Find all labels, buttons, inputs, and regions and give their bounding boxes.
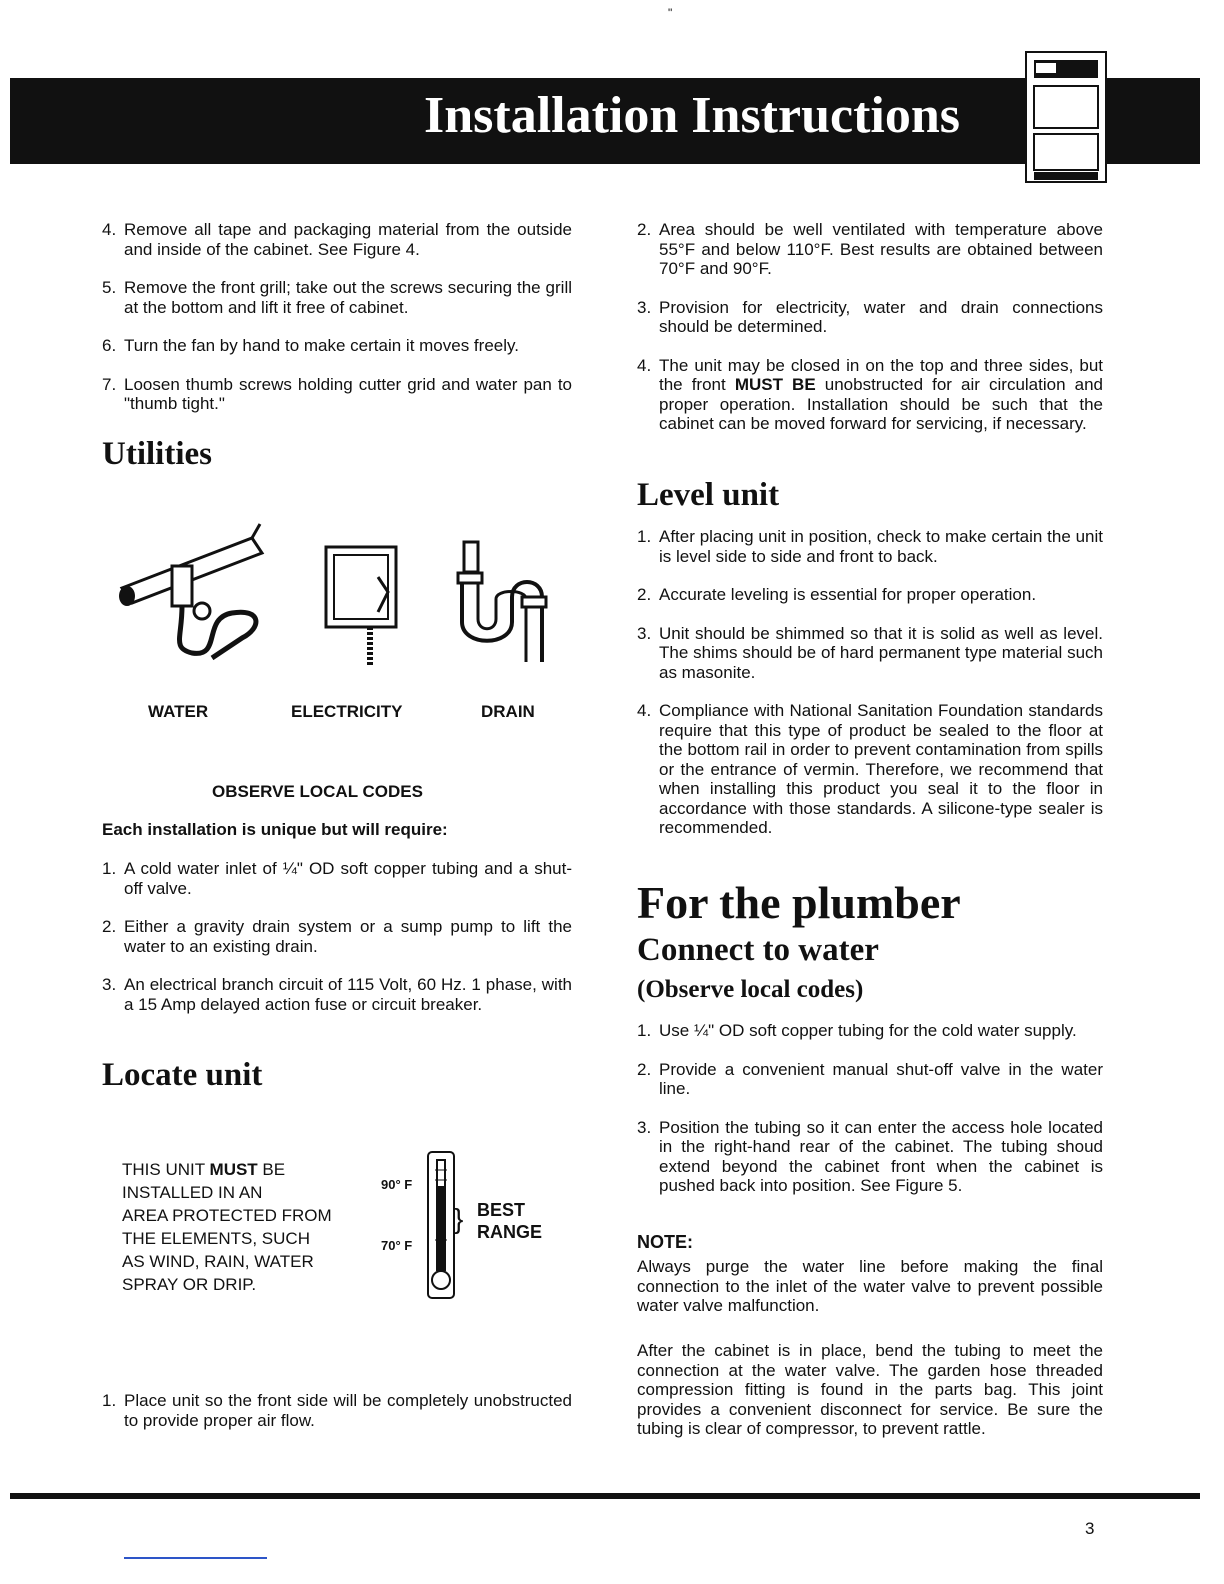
- range-brace: }: [454, 1203, 464, 1234]
- item-text: After placing unit in position, check to make certain the unit is level side to side and front to back.: [659, 527, 1103, 566]
- list-item: [637, 220, 1103, 279]
- item-number: 2.: [637, 220, 652, 239]
- item-number: 7.: [102, 374, 117, 394]
- list-item: [637, 356, 1103, 434]
- item-text: Compliance with National Sanitation Foundation standards require that this type of product be sealed to the floor at the bottom rail in order to prevent contamination from spills or the entrance of vermin. Therefore, we recommend that when installing this product you seal it to the floor in accordance with those standards. A silicone-type sealer is recommended.: [659, 701, 1103, 837]
- list-item: [102, 1391, 572, 1430]
- connect-water-heading: Connect to water: [637, 932, 879, 968]
- footer-rule: [10, 1493, 1200, 1499]
- item-text: Provide a convenient manual shut-off valve in the water line.: [659, 1059, 1103, 1098]
- item-number: 2.: [102, 917, 117, 936]
- item-text: Position the tubing so it can enter the access hole located in the right-hand rear of the cabinet. The tubing shoud extend beyond the cabinet front when the cabinet is pushed back into position. See Figure 5.: [659, 1117, 1103, 1195]
- item-number: 1.: [637, 1021, 652, 1040]
- item-number: 1.: [637, 527, 652, 546]
- item-number: 3.: [102, 975, 117, 994]
- best-range-label-2: RANGE: [477, 1222, 543, 1242]
- item-number: 1.: [102, 1391, 117, 1410]
- item-text: Either a gravity drain system or a sump pump to lift the water to an existing drain.: [124, 917, 572, 956]
- water-label: WATER: [148, 702, 209, 721]
- item-number: 4.: [637, 701, 652, 720]
- item-number: 4.: [102, 220, 117, 239]
- locate-list: [102, 1391, 572, 1430]
- weather-warning: [122, 1158, 332, 1296]
- plumber-heading: For the plumber: [637, 877, 961, 928]
- item-text: The unit may be closed in on the top and three sides, but the front: [659, 355, 1103, 394]
- level-unit-heading: Level unit: [637, 477, 780, 513]
- item-number: 2.: [637, 585, 652, 604]
- ice-machine-illustration: [1020, 48, 1110, 186]
- water-pipe-icon: [112, 518, 277, 668]
- item-number: 3.: [637, 297, 652, 317]
- item-number: 1.: [102, 859, 117, 878]
- requirements-list: [102, 859, 572, 1014]
- list-item: [637, 1118, 1103, 1196]
- item-text: Loosen thumb screws holding cutter grid and water pan to "thumb tight.": [124, 374, 572, 413]
- list-item: [637, 585, 1103, 605]
- item-text: Place unit so the front side will be completely unobstructed to provide proper air flow.: [124, 1391, 572, 1430]
- item-text: Use ¼" OD soft copper tubing for the cold water supply.: [659, 1021, 1077, 1040]
- list-item: [637, 527, 1103, 566]
- item-number: 3.: [637, 623, 652, 643]
- list-item: [637, 624, 1103, 683]
- list-item: [102, 220, 572, 259]
- list-item: [637, 1021, 1103, 1041]
- electrical-box-icon: [318, 537, 408, 667]
- require-intro: Each installation is unique but will require:: [102, 820, 448, 839]
- footer-blue-line: [124, 1557, 267, 1559]
- item-number: 4.: [637, 355, 652, 375]
- list-item: [102, 278, 572, 317]
- item-number: 3.: [637, 1117, 652, 1137]
- list-item: [102, 375, 572, 414]
- item-number: 2.: [637, 1059, 652, 1079]
- warning-line: THE ELEMENTS, SUCH: [122, 1229, 310, 1248]
- temp-high-label: 90° F: [381, 1177, 413, 1192]
- observe-codes-subheading: (Observe local codes): [637, 976, 864, 1003]
- best-range-label: BEST: [477, 1200, 526, 1220]
- list-item: [637, 298, 1103, 337]
- list-item: [102, 917, 572, 956]
- item-text: Unit should be shimmed so that it is solid as well as level. The shims should be of hard permanent type material such as masonite.: [659, 623, 1103, 682]
- note-text: Always purge the water line before making the final connection to the inlet of the water valve to prevent possible water valve malfunction.: [637, 1257, 1103, 1315]
- item-text: Provision for electricity, water and drain connections should be determined.: [659, 297, 1103, 336]
- locate-unit-heading: Locate unit: [102, 1057, 263, 1093]
- list-item: [102, 336, 572, 356]
- item-text: Area should be well ventilated with temperature above 55°F and below 110°F. Best results are obtained between 70°F and 90°F.: [659, 220, 1103, 278]
- warning-line: THIS UNIT MUST BE: [122, 1160, 286, 1179]
- list-item: [102, 975, 572, 1014]
- item-text: A cold water inlet of ¼" OD soft copper tubing and a shut-off valve.: [124, 859, 572, 898]
- list-item: [637, 1060, 1103, 1099]
- electricity-label: ELECTRICITY: [291, 702, 403, 721]
- observe-codes-heading: OBSERVE LOCAL CODES: [212, 782, 423, 801]
- warning-line: AS WIND, RAIN, WATER: [122, 1252, 314, 1271]
- item-number: 5.: [102, 278, 117, 297]
- right-intro-list: [637, 220, 1103, 434]
- warning-line: INSTALLED IN AN: [122, 1183, 263, 1202]
- water-connection-list: [637, 1021, 1103, 1196]
- item-text: Accurate leveling is essential for proper operation.: [659, 585, 1037, 604]
- item-text-cont: unobstructed for air circulation and proper operation. Installation should be such that the cabinet can be moved forward for servicing, if necessary.: [659, 375, 1103, 433]
- page-number: 3: [1085, 1519, 1095, 1538]
- drain-label: DRAIN: [481, 702, 535, 721]
- warning-line: SPRAY OR DRIP.: [122, 1275, 257, 1294]
- utilities-heading: Utilities: [102, 436, 212, 472]
- page-title: Installation Instructions: [424, 87, 960, 144]
- item-text: Remove all tape and packaging material from the outside and inside of the cabinet. See Figure 4.: [124, 220, 572, 259]
- warning-line: AREA PROTECTED FROM: [122, 1206, 332, 1225]
- list-item: [102, 859, 572, 898]
- temp-low-label: 70° F: [381, 1238, 413, 1253]
- level-list: [637, 527, 1103, 838]
- item-text: An electrical branch circuit of 115 Volt, 60 Hz. 1 phase, with a 15 Amp delayed action fuse or circuit breaker.: [124, 975, 572, 1014]
- item-text: Turn the fan by hand to make certain it moves freely.: [124, 336, 519, 355]
- left-intro-list: [102, 220, 572, 414]
- list-item: [637, 701, 1103, 838]
- note-label: NOTE:: [637, 1232, 693, 1252]
- stray-mark: ": [668, 6, 673, 20]
- drain-trap-icon: [452, 537, 557, 667]
- item-number: 6.: [102, 336, 117, 355]
- final-paragraph: After the cabinet is in place, bend the tubing to meet the connection at the water valve. The garden hose threaded compression fitting is found in the parts bag. This joint provides a convenient disconnect for service. Be sure the tubing is clear of compressor, to prevent rattle.: [637, 1341, 1103, 1438]
- item-text: Remove the front grill; take out the screws securing the grill at the bottom and lift it free of cabinet.: [124, 278, 572, 317]
- emphasis: MUST BE: [734, 375, 816, 394]
